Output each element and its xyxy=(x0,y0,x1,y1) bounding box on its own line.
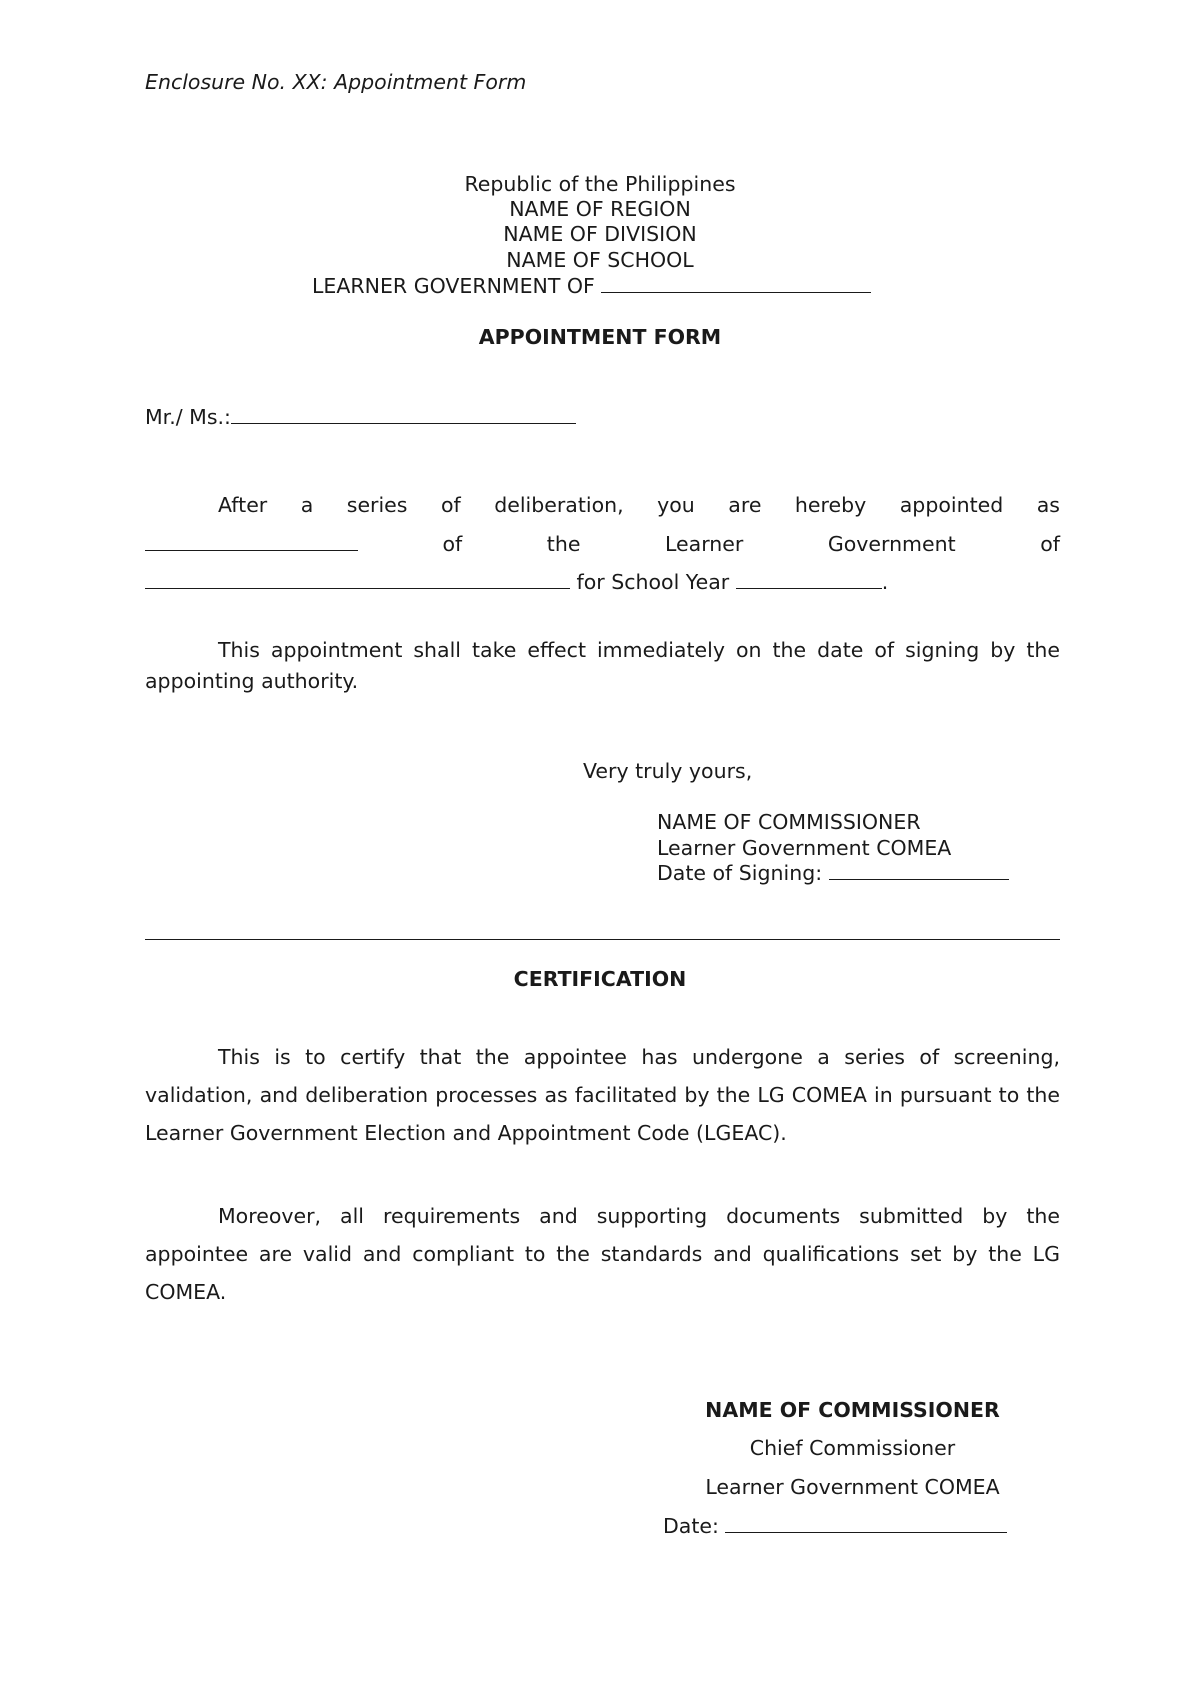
effectivity-paragraph: This appointment shall take effect immediately on the date of signing by the appointing authority. xyxy=(145,638,1060,693)
para1-word: of xyxy=(442,532,463,556)
enclosure-label: Enclosure No. XX: Appointment Form xyxy=(145,70,527,94)
para1-word: of xyxy=(440,493,461,517)
para1-word: After xyxy=(218,493,268,517)
header-republic: Republic of the Philippines xyxy=(464,172,736,196)
header-lg-of-label: LEARNER GOVERNMENT OF xyxy=(312,274,595,298)
for-school-year-label: for School Year xyxy=(576,570,730,594)
signatory2-date-line xyxy=(663,1514,1007,1538)
para1-word: are xyxy=(728,493,762,517)
para1-word: Government xyxy=(827,532,956,556)
signatory1-date-line xyxy=(657,861,1009,885)
para1-word: of xyxy=(1040,532,1060,556)
form-title: APPOINTMENT FORM xyxy=(478,325,722,349)
para1-word: appointed xyxy=(899,493,1004,517)
date-of-signing-blank[interactable] xyxy=(829,878,1009,880)
certification-paragraph-2: Moreover, all requirements and supporting documents submitted by the appointee are valid and compliant to the standards and qualifications set by the LG COMEA. xyxy=(145,1204,1060,1304)
header-school: NAME OF SCHOOL xyxy=(506,248,694,272)
school-name-blank[interactable] xyxy=(145,587,570,589)
signatory2-name: NAME OF COMMISSIONER xyxy=(705,1398,1000,1422)
para1-word: you xyxy=(657,493,695,517)
para1-word: as xyxy=(1036,493,1060,517)
para1-word: deliberation, xyxy=(494,493,624,517)
closing-text: Very truly yours, xyxy=(583,759,753,783)
header-division: NAME OF DIVISION xyxy=(503,222,697,246)
certification-title: CERTIFICATION xyxy=(513,967,687,991)
school-year-blank[interactable] xyxy=(736,587,882,589)
signatory2-position: Chief Commissioner xyxy=(749,1436,956,1460)
appointee-name-blank[interactable] xyxy=(231,422,576,424)
signatory2-date-label: Date: xyxy=(663,1514,719,1538)
signatory1-name: NAME OF COMMISSIONER xyxy=(657,810,921,834)
salutation-label: Mr./ Ms.: xyxy=(145,405,231,429)
para1-word: the xyxy=(546,532,581,556)
salutation-line xyxy=(145,405,576,429)
date-of-signing-label: Date of Signing: xyxy=(657,861,823,885)
para1-word: Learner xyxy=(664,532,744,556)
para1-word: hereby xyxy=(794,493,867,517)
certification-paragraph-1: This is to certify that the appointee has undergone a series of screening, validation, and deliberation processes as facilitated by the LG COMEA in pursuant to the Learner Government Election and Appointment Code (LGEAC). xyxy=(145,1045,1060,1145)
header-learner-government-line xyxy=(312,274,871,298)
para1-line2 xyxy=(145,532,1060,556)
position-blank[interactable] xyxy=(145,549,358,551)
section-divider xyxy=(145,939,1060,940)
signatory2-office: Learner Government COMEA xyxy=(705,1475,1000,1499)
para1-line3 xyxy=(145,570,888,594)
learner-government-blank[interactable] xyxy=(601,291,871,293)
para1-word: a xyxy=(300,493,314,517)
para1-line1 xyxy=(218,493,1060,517)
para1-word: series xyxy=(346,493,408,517)
header-region: NAME OF REGION xyxy=(509,197,691,221)
signatory2-date-blank[interactable] xyxy=(725,1531,1007,1533)
signatory1-office: Learner Government COMEA xyxy=(657,836,952,860)
para1-period: . xyxy=(881,570,889,594)
